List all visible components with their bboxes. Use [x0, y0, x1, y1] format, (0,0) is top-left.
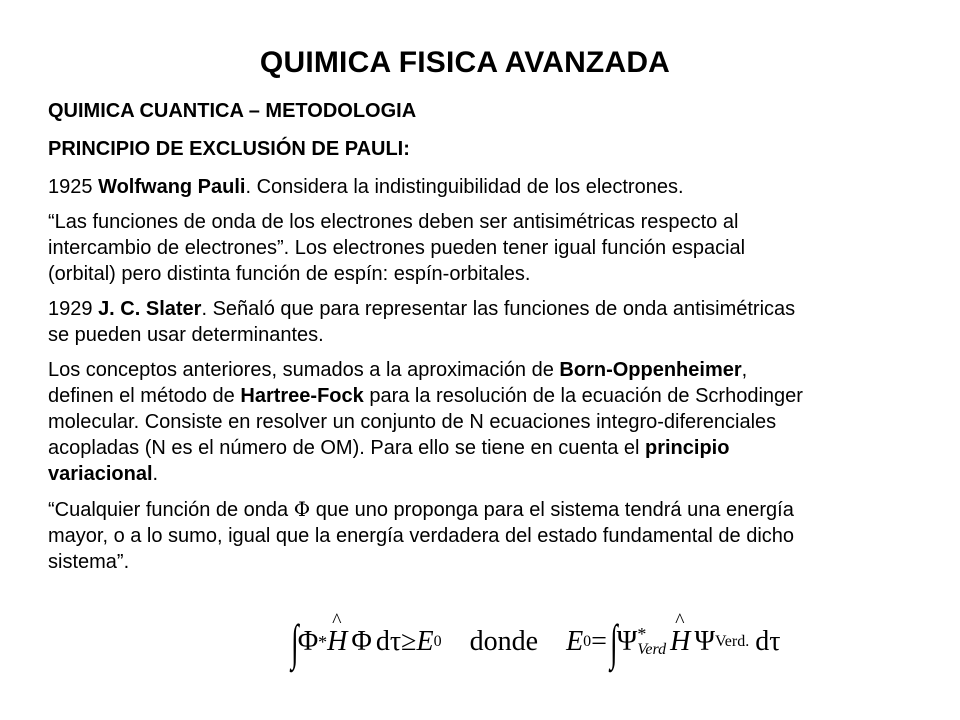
phi-symbol: Φ [293, 497, 311, 521]
concepts-text-1: Los conceptos anteriores, sumados a la aproximación de [48, 359, 560, 381]
slide-body [48, 98, 818, 584]
born-oppenheimer-term: Born-Oppenheimer [559, 359, 742, 381]
paragraph-variational-quote [48, 496, 818, 575]
eq-dtau-2: dτ [755, 626, 781, 657]
paragraph-hartree-fock [48, 357, 818, 487]
quote2-text-1: “Cualquier función de onda [48, 499, 294, 521]
concepts-text-3: para la resolución de la ecuación de Scrhodinger molecular. Consiste en resolver un conjunto de N ecuaciones integro-diferenciales acopladas (N es el número de OM). Para ello se tiene en cuenta el [48, 385, 803, 459]
variational-principle-term: principio variacional [48, 437, 730, 485]
pauli-year: 1925 [48, 176, 99, 198]
eq-energy-2-sub: 0 [583, 633, 592, 650]
eq-dtau-1: dτ [375, 626, 402, 657]
eq-psi-star-scripts [637, 626, 666, 658]
eq-energy-2: E [566, 626, 584, 657]
eq-geq: ≥ [401, 626, 417, 657]
eq-energy-1: E [416, 626, 434, 657]
pauli-text: . Considera la indistinguibilidad de los electrones. [245, 176, 684, 198]
eq-donde: donde [469, 626, 539, 657]
heading-pauli-principle: PRINCIPIO DE EXCLUSIÓN DE PAULI: [48, 138, 410, 160]
quote2-text-2: que uno proponga para el sistema tendrá una energía mayor, o a lo sumo, igual que la energía verdadera del estado fundamental de dicho sistema”. [48, 499, 795, 573]
slater-year: 1929 [48, 298, 99, 320]
eq-star: * [318, 631, 328, 652]
integral-symbol: ∫ [291, 614, 299, 670]
slater-text: . Señaló que para representar las funciones de onda antisimétricas se pueden usar determinantes. [48, 298, 796, 346]
integral-symbol-2: ∫ [610, 614, 618, 670]
eq-psi-sub: Verd. [714, 633, 750, 650]
concepts-text-2: , definen el método de [48, 359, 748, 407]
variational-equation [288, 612, 780, 672]
pauli-name: Wolfwang Pauli [98, 176, 246, 198]
paragraph-slater [48, 296, 818, 348]
paragraph-antisymmetric-quote: “Las funciones de onda de los electrones deben ser antisimétricas respecto al intercambio de electrones”. Los electrones pueden tener igual función espacial (orbital) pero distinta función de espín: espín-orbitales. [48, 211, 746, 285]
eq-equals: = [591, 626, 607, 657]
eq-psi-star-sub: Verd [637, 641, 667, 658]
slater-name: J. C. Slater [98, 298, 202, 320]
eq-phi: Φ [351, 626, 372, 657]
paragraph-pauli [48, 174, 818, 200]
eq-psi-star-sup: * [637, 624, 647, 644]
eq-hamiltonian-2: ^ H [670, 626, 690, 658]
eq-psi: Ψ [694, 626, 715, 657]
eq-hamiltonian: ^ H [327, 626, 347, 658]
eq-psi-star: Ψ [616, 626, 638, 657]
heading-quantum-chemistry: QUIMICA CUANTICA – METODOLOGIA [48, 100, 417, 122]
concepts-text-4: . [152, 463, 159, 485]
eq-phi-star: Φ [297, 626, 319, 657]
eq-energy-1-sub: 0 [433, 633, 442, 650]
hartree-fock-term: Hartree-Fock [240, 385, 364, 407]
page-title: QUIMICA FISICA AVANZADA [259, 46, 671, 79]
